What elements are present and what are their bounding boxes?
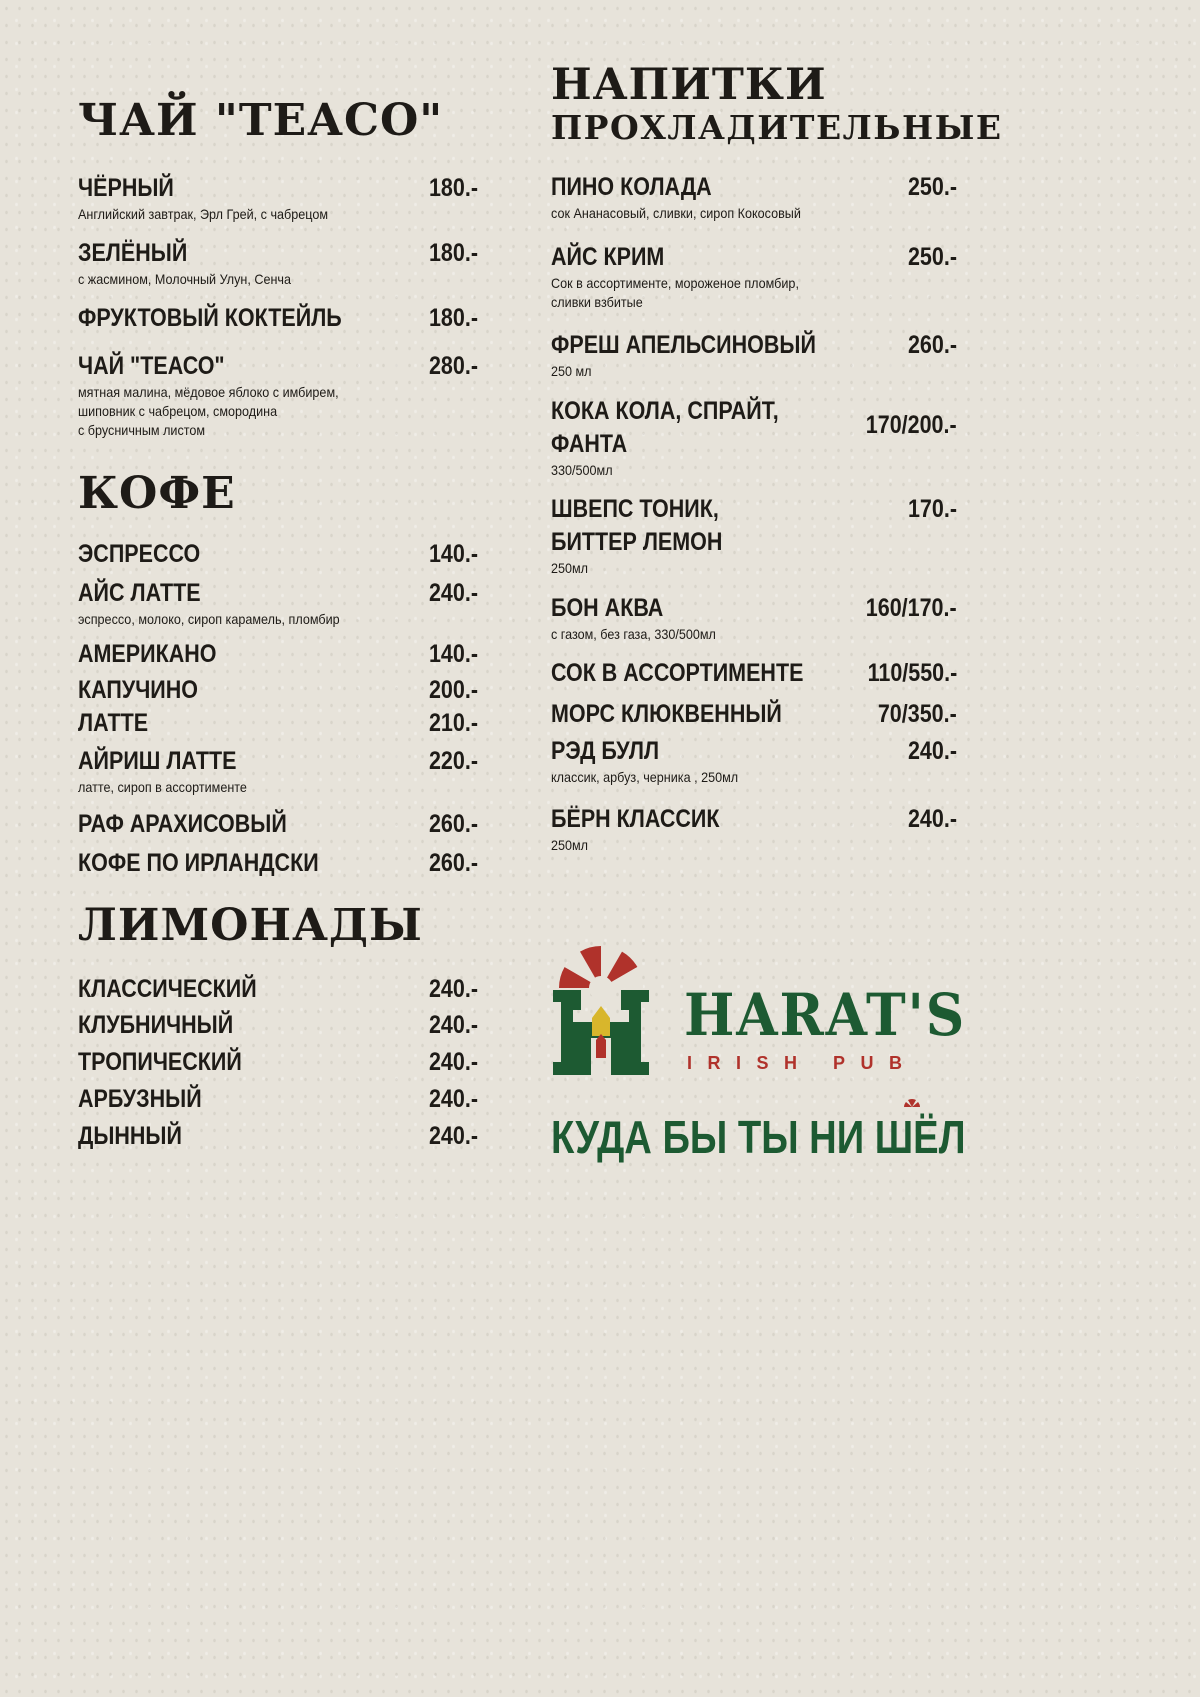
menu-item: [78, 847, 478, 880]
item-name: СОК В АССОРТИМЕНТЕ: [551, 659, 804, 687]
item-price: 220.-: [428, 747, 478, 775]
item-name: КОКА КОЛА, СПРАЙТ, ФАНТА: [551, 397, 779, 458]
item-name: ФРЕШ АПЕЛЬСИНОВЫЙ: [551, 331, 816, 359]
item-description: 250мл: [551, 837, 589, 853]
item-name: КОФЕ ПО ИРЛАНДСКИ: [78, 849, 319, 877]
item-price: 170/200.-: [866, 411, 957, 439]
section-title-tea: ЧАЙ "ТЕАСО": [78, 95, 444, 146]
item-description: Сок в ассортименте, мороженое пломбир, сливки взбитые: [551, 275, 799, 310]
menu-item: [78, 538, 478, 571]
item-description: классик, арбуз, черника , 250мл: [551, 769, 739, 785]
menu-item: [551, 657, 957, 690]
menu-item: [78, 1046, 478, 1079]
brand-logo: [551, 940, 967, 1080]
item-description: 330/500мл: [551, 462, 613, 478]
menu-item: [78, 350, 478, 440]
menu-item: [78, 808, 478, 841]
item-price: 240.-: [428, 1011, 478, 1039]
item-name: КЛУБНИЧНЫЙ: [78, 1011, 234, 1039]
menu-item: [78, 1120, 478, 1153]
menu-item: [78, 172, 478, 224]
brand-subtitle: IRISH PUB: [687, 1053, 918, 1073]
item-name: АЙС КРИМ: [551, 243, 665, 271]
item-name: РЭД БУЛЛ: [551, 737, 660, 765]
menu-item: [78, 237, 478, 289]
item-name: ЭСПРЕССО: [78, 540, 201, 568]
item-price: 240.-: [428, 975, 478, 1003]
item-name: ДЫННЫЙ: [78, 1122, 182, 1150]
item-price: 240.-: [428, 1085, 478, 1113]
item-price: 140.-: [428, 540, 478, 568]
item-price: 180.-: [428, 304, 478, 332]
item-name: РАФ АРАХИСОВЫЙ: [78, 810, 287, 838]
item-price: 240.-: [428, 1048, 478, 1076]
menu-item: [551, 171, 957, 223]
item-price: 240.-: [907, 737, 957, 765]
item-name: АРБУЗНЫЙ: [78, 1085, 202, 1113]
item-name: БОН АКВА: [551, 594, 664, 622]
item-name: ЗЕЛЁНЫЙ: [78, 239, 188, 267]
section-title-lemonades: ЛИМОНАДЫ: [78, 900, 423, 951]
item-description: 250 мл: [551, 363, 592, 379]
item-price: 240.-: [428, 579, 478, 607]
item-price: 280.-: [428, 352, 478, 380]
sunburst-mark-icon: [903, 1096, 921, 1108]
item-price: 160/170.-: [866, 594, 957, 622]
menu-item: [78, 638, 478, 671]
item-name: ЧЁРНЫЙ: [78, 174, 174, 202]
item-description: эспрессо, молоко, сироп карамель, пломбир: [78, 611, 340, 627]
item-price: 210.-: [428, 709, 478, 737]
item-name: ЧАЙ "ТЕАСО": [78, 352, 225, 380]
menu-item: [78, 577, 478, 629]
item-description: 250мл: [551, 560, 589, 576]
item-name: ТРОПИЧЕСКИЙ: [78, 1048, 242, 1076]
menu-item: [551, 241, 957, 312]
item-price: 110/550.-: [867, 659, 957, 687]
item-price: 240.-: [907, 805, 957, 833]
item-description: мятная малина, мёдовое яблоко с имбирем, шиповник с чабрецом, смородина с брусничным листом: [78, 384, 339, 438]
item-description: латте, сироп в ассортименте: [78, 779, 247, 795]
menu-item: [78, 302, 478, 335]
item-price: 200.-: [428, 676, 478, 704]
item-price: 180.-: [428, 239, 478, 267]
menu-item: [551, 735, 957, 787]
brand-name: HARAT'S: [684, 981, 967, 1049]
item-name: ШВЕПС ТОНИК, БИТТЕР ЛЕМОН: [551, 495, 723, 556]
menu-item: [78, 1009, 478, 1042]
menu-item: [551, 803, 957, 855]
harats-h-emblem-icon: [551, 940, 651, 1075]
item-name: АМЕРИКАНО: [78, 640, 217, 668]
menu-item: [551, 592, 957, 644]
item-price: 70/350.-: [878, 700, 957, 728]
menu-item: [78, 674, 478, 707]
item-name: АЙС ЛАТТЕ: [78, 579, 201, 607]
item-price: 250.-: [907, 243, 957, 271]
item-name: БЁРН КЛАССИК: [551, 805, 720, 833]
section-title-coffee: КОФЕ: [78, 468, 236, 519]
menu-item: [551, 329, 957, 381]
menu-item: [551, 698, 957, 731]
item-price: 180.-: [428, 174, 478, 202]
item-name: КАПУЧИНО: [78, 676, 199, 704]
item-description: с жасмином, Молочный Улун, Сенча: [78, 271, 291, 287]
menu-item: [551, 395, 957, 480]
item-name: КЛАССИЧЕСКИЙ: [78, 975, 257, 1003]
menu-item: [78, 745, 478, 797]
item-description: с газом, без газа, 330/500мл: [551, 626, 716, 642]
item-price: 140.-: [428, 640, 478, 668]
item-name: МОРС КЛЮКВЕННЫЙ: [551, 700, 782, 728]
item-price: 260.-: [428, 810, 478, 838]
item-name: ПИНО КОЛАДА: [551, 173, 712, 201]
slogan: КУДА БЫ ТЫ НИ ШЁЛ: [551, 1111, 966, 1163]
item-name: АЙРИШ ЛАТТЕ: [78, 747, 237, 775]
item-name: ФРУКТОВЫЙ КОКТЕЙЛЬ: [78, 304, 342, 332]
section-subtitle-drinks: ПРОХЛАДИТЕЛЬНЫЕ: [551, 108, 1003, 147]
item-price: 260.-: [428, 849, 478, 877]
item-name: ЛАТТЕ: [78, 709, 149, 737]
item-price: 260.-: [907, 331, 957, 359]
section-title-drinks: НАПИТКИ: [551, 60, 827, 110]
menu-item: [78, 973, 478, 1006]
item-price: 170.-: [907, 495, 957, 523]
menu-item: [78, 1083, 478, 1116]
menu-item: [78, 707, 478, 740]
item-description: сок Ананасовый, сливки, сироп Кокосовый: [551, 205, 801, 221]
item-price: 240.-: [428, 1122, 478, 1150]
item-price: 250.-: [907, 173, 957, 201]
menu-item: [551, 493, 957, 578]
item-description: Английский завтрак, Эрл Грей, с чабрецом: [78, 206, 329, 222]
